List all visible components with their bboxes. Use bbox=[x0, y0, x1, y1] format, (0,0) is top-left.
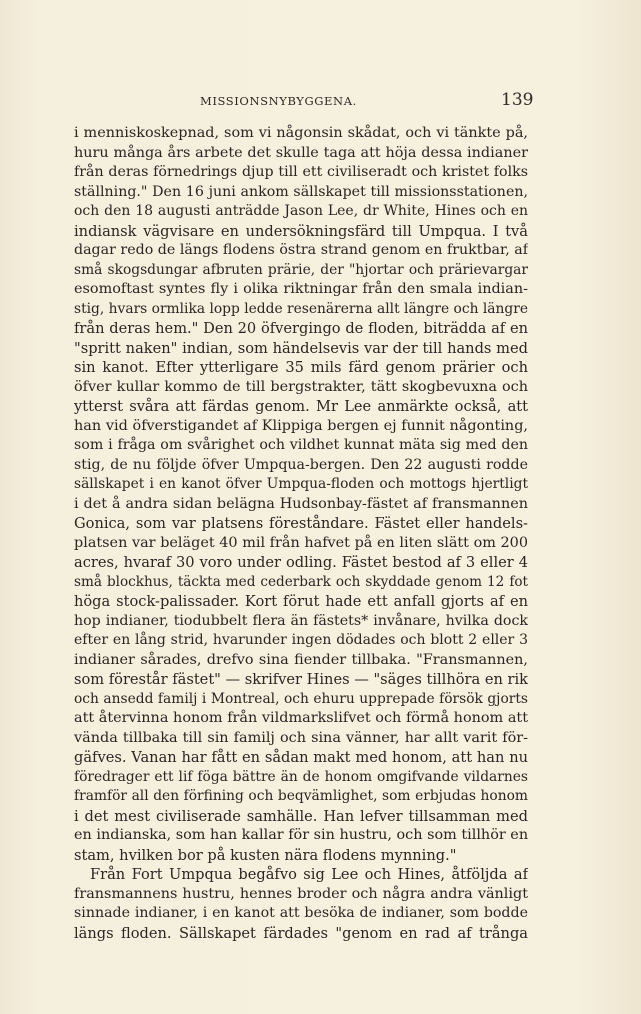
text-line: en indianska, som han kallar för sin hustru, och som tillhör en bbox=[74, 827, 528, 843]
text-line: sällskapet i en kanot öfver Umpqua-floden och mottogs hjertligt bbox=[74, 476, 528, 492]
text-line: gäfves. Vanan har fått en sådan makt med honom, att han nu bbox=[74, 749, 528, 766]
text-line: ställning." Den 16 juni ankom sällskapet till missionsstationen, bbox=[74, 183, 528, 200]
text-line: från deras hem." Den 20 öfvergingo de floden, biträdda af en bbox=[74, 320, 528, 337]
text-line: som i fråga om svårighet och vildhet kunnat mäta sig med den bbox=[74, 437, 528, 453]
text-line: esomoftast syntes fly i olika riktningar från den smala indian- bbox=[74, 281, 528, 297]
text-line: han vid öfverstigandet af Klippiga bergen ej funnit någonting, bbox=[74, 417, 528, 434]
text-line: sinnade indianer, i en kanot att besöka de indianer, som bodde bbox=[74, 905, 528, 921]
running-title: MISSIONSNYBYGGENA. bbox=[200, 94, 357, 108]
text-line: efter en lång strid, hvarunder ingen dödades och blott 2 eller 3 bbox=[74, 632, 528, 648]
text-line: indianer sårades, drefvo sina fiender tillbaka. "Fransmannen, bbox=[74, 651, 528, 668]
text-line: och ansedd familj i Montreal, och ehuru upprepade försök gjorts bbox=[74, 690, 528, 707]
text-line: från deras förnedrings djup till ett civiliseradt och kristet folks bbox=[74, 164, 528, 180]
text-line: platsen var beläget 40 mil från hafvet på en liten slätt om 200 bbox=[74, 534, 528, 551]
text-line: i menniskoskepnad, som vi någonsin skådat, och vi tänkte på, bbox=[74, 125, 528, 141]
text-line: små blockhus, täckta med cederbark och skyddade genom 12 fot bbox=[74, 573, 528, 590]
text-line: i det å andra sidan belägna Hudsonbay-fästet af fransmannen bbox=[74, 495, 528, 512]
text-line: Gonica, som var platsens föreståndare. Fästet eller handels- bbox=[74, 515, 528, 532]
text-line: dagar redo de längs flodens östra strand genom en fruktbar, af bbox=[74, 242, 528, 258]
text-line: ytterst svåra att färdas genom. Mr Lee anmärkte också, att bbox=[74, 398, 528, 415]
text-line: att återvinna honom från vildmarkslifvet och förmå honom att bbox=[74, 710, 528, 726]
text-line: stig, hvars ormlika lopp ledde resenärerna allt längre och längre bbox=[74, 300, 528, 317]
paragraph-end-line: stam, hvilken bor på kusten nära flodens mynning." bbox=[74, 846, 457, 864]
text-line: öfver kullar kommo de till bergstrakter, tätt skogbevuxna och bbox=[74, 378, 528, 395]
text-line: längs floden. Sällskapet färdades "genom en rad af trånga bbox=[74, 924, 528, 942]
text-line: och den 18 augusti anträdde Jason Lee, dr White, Hines och en bbox=[74, 203, 528, 219]
body-text bbox=[74, 124, 528, 943]
text-line: som förestår fästet" — skrifver Hines — "säges tillhöra en rik bbox=[74, 671, 528, 688]
text-line: föredrager ett lif föga bättre än de honom omgifvande vildarnes bbox=[74, 768, 528, 785]
text-line: vända tillbaka till sin familj och sina vänner, har allt varit för- bbox=[74, 729, 528, 746]
text-line: huru många års arbete det skulle taga att höja dessa indianer bbox=[74, 144, 528, 161]
text-line: små skogsdungar afbruten prärie, der "hjortar och prärievargar bbox=[74, 261, 528, 278]
text-line: stig, de nu följde öfver Umpqua-bergen. Den 22 augusti rodde bbox=[74, 456, 528, 473]
text-line: hop indianer, tiodubbelt flera än fästets* invånare, hvilka dock bbox=[74, 612, 528, 629]
paragraph-start-line: Från Fort Umpqua begåfvo sig Lee och Hines, åtföljda af bbox=[90, 866, 528, 883]
text-line: sin kanot. Efter ytterligare 35 mils färd genom prärier och bbox=[74, 359, 528, 376]
text-line: höga stock-palissader. Kort förut hade ett anfall gjorts af en bbox=[74, 593, 528, 610]
text-line: "spritt naken" indian, som händelsevis var der till hands med bbox=[74, 339, 528, 357]
text-line: i det mest civiliserade samhälle. Han lefver tillsamman med bbox=[74, 807, 528, 825]
page-number: 139 bbox=[501, 90, 534, 110]
text-line: framför all den förfining och beqvämlighet, som erbjudas honom bbox=[74, 788, 528, 804]
text-line: acres, hvaraf 30 voro under odling. Fästet bestod af 3 eller 4 bbox=[74, 554, 528, 571]
page-header bbox=[0, 90, 641, 114]
text-line: fransmannens hustru, hennes broder och några andra vänligt bbox=[74, 885, 528, 902]
text-line: indiansk vägvisare en undersökningsfärd till Umpqua. I två bbox=[74, 222, 528, 240]
